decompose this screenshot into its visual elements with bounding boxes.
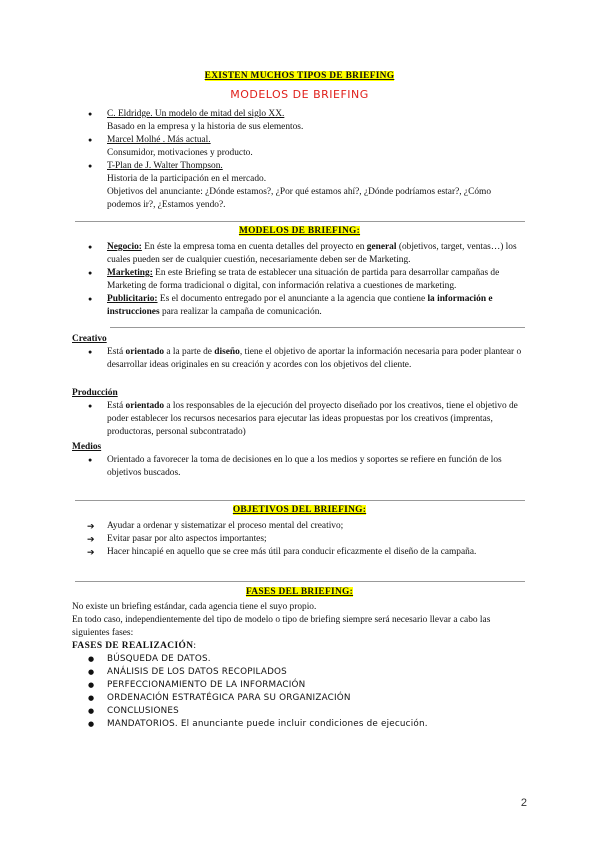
bold-text: diseño <box>214 347 240 357</box>
fase-item: ● PERFECCIONAMIENTO DE LA INFORMACIÓN <box>72 679 527 692</box>
type-name: C. Eldridge. Un modelo de mitad del siglo XX. <box>107 109 285 119</box>
objetivo-item: ➔ Ayudar a ordenar y sistematizar el proceso mental del creativo; <box>72 520 527 533</box>
text: a la parte de <box>164 347 215 357</box>
medios-item: ● Orientado a favorecer la toma de decisiones en lo que a los medios y soportes se refiere en función de los objetivos buscados. <box>72 454 527 480</box>
produccion-section <box>72 387 527 439</box>
medios-section <box>72 441 527 480</box>
produccion-item <box>72 400 527 439</box>
fases-section <box>72 601 527 731</box>
divider <box>110 327 525 328</box>
modelos-heading: MODELOS DE BRIEFING: <box>238 226 361 236</box>
main-title: EXISTEN MUCHOS TIPOS DE BRIEFING <box>204 71 395 81</box>
colon: : <box>193 641 197 651</box>
fases-sub-label: FASES DE REALIZACIÓN <box>72 641 194 651</box>
modelo-item <box>72 241 527 267</box>
modelo-item <box>72 293 527 319</box>
text: , tiene el objetivo de aportar la información necesaria para poder plantear o desarrollar ideas originales en su creación y acordes con los objetivos del cliente. <box>107 347 522 370</box>
creativo-section <box>72 333 527 372</box>
modelo-label: Marketing: <box>107 268 153 278</box>
fase-item: ● ANÁLISIS DE LOS DATOS RECOPILADOS <box>72 666 527 679</box>
divider <box>75 581 525 582</box>
modelo-text: En este Briefing se trata de establecer una situación de partida para desarrollar campañas de Marketing de forma tradicional o digital, con información relativa a cuestiones de marketing. <box>107 268 500 291</box>
fases-paragraph: No existe un briefing estándar, cada agencia tiene el suyo propio. <box>72 602 317 612</box>
types-list <box>72 108 527 212</box>
bold-text: orientado <box>125 347 165 357</box>
type-name: T-Plan de J. Walter Thompson. <box>107 161 223 171</box>
text: Está <box>107 347 126 357</box>
medios-label: Medios <box>72 442 102 452</box>
modelo-label: Negocio: <box>107 242 142 252</box>
text: a los responsables de la ejecución del proyecto diseñado por los creativos, tiene el objetivo de poder establecer los recursos necesarios para ejecutar las ideas propuestas por los creativos (imprentas, productoras, personal subcontratado) <box>107 401 518 437</box>
creativo-label: Creativo <box>72 334 107 344</box>
fases-paragraph: En todo caso, independientemente del tipo de modelo o tipo de briefing siempre será necesario llevar a cabo las siguientes fases: <box>72 615 491 638</box>
type-desc: Consumidor, motivaciones y producto. <box>107 148 253 158</box>
main-heading <box>72 70 527 83</box>
objetivos-heading-row <box>72 504 527 517</box>
objetivo-item: ➔ Evitar pasar por alto aspectos importantes; <box>72 533 527 546</box>
type-item <box>72 108 527 134</box>
objetivo-item: ➔ Hacer hincapié en aquello que se cree más útil para conducir eficazmente el diseño de la campaña. <box>72 546 527 559</box>
subtitle-row <box>72 88 527 103</box>
modelo-bold: la información e instrucciones <box>107 294 493 317</box>
bold-text: orientado <box>125 401 165 411</box>
fase-item: ● BÚSQUEDA DE DATOS. <box>72 653 527 666</box>
type-name: Marcel Molhé . Más actual. <box>107 135 211 145</box>
divider <box>75 500 525 501</box>
text: Está <box>107 401 126 411</box>
creativo-item <box>72 346 527 372</box>
modelo-text: (objetivos, target, ventas…) los cuales pueden ser de cualquier cuestión, necesariamente deben ser de Marketing. <box>107 242 517 265</box>
divider <box>75 221 525 222</box>
type-item <box>72 134 527 160</box>
type-desc: Historia de la participación en el mercado. <box>107 174 267 184</box>
fases-heading-row <box>72 586 527 599</box>
fases-sub-heading <box>72 640 527 653</box>
produccion-label: Producción <box>72 388 118 398</box>
modelos-list <box>72 241 527 319</box>
modelo-item <box>72 267 527 293</box>
type-desc: Basado en la empresa y la historia de sus elementos. <box>107 122 304 132</box>
objetivos-heading: OBJETIVOS DEL BRIEFING: <box>232 505 367 515</box>
fase-item: ● ORDENACIÓN ESTRATÉGICA PARA SU ORGANIZACIÓN <box>72 692 527 705</box>
type-desc: Objetivos del anunciante: ¿Dónde estamos?, ¿Por qué estamos ahí?, ¿Dónde podríamos estar?, ¿Cómo podemos ir?, ¿Estamos yendo?. <box>107 187 492 210</box>
fase-item: ● MANDATORIOS. El anunciante puede incluir condiciones de ejecución. <box>72 718 527 731</box>
red-subtitle: MODELOS DE BRIEFING <box>230 88 369 101</box>
modelo-label: Publicitario: <box>107 294 158 304</box>
fases-heading: FASES DEL BRIEFING: <box>245 587 354 597</box>
modelo-text: para realizar la campaña de comunicación. <box>159 307 322 317</box>
modelo-text: En éste la empresa toma en cuenta detalles del proyecto en <box>141 242 367 252</box>
modelos-heading-row <box>72 225 527 238</box>
fase-item: ● CONCLUSIONES <box>72 705 527 718</box>
page-number: 2 <box>520 797 527 809</box>
objetivos-list <box>72 520 527 559</box>
type-item <box>72 160 527 212</box>
modelo-bold: general <box>366 242 397 252</box>
modelo-text: Es el documento entregado por el anunciante a la agencia que contiene <box>157 294 428 304</box>
